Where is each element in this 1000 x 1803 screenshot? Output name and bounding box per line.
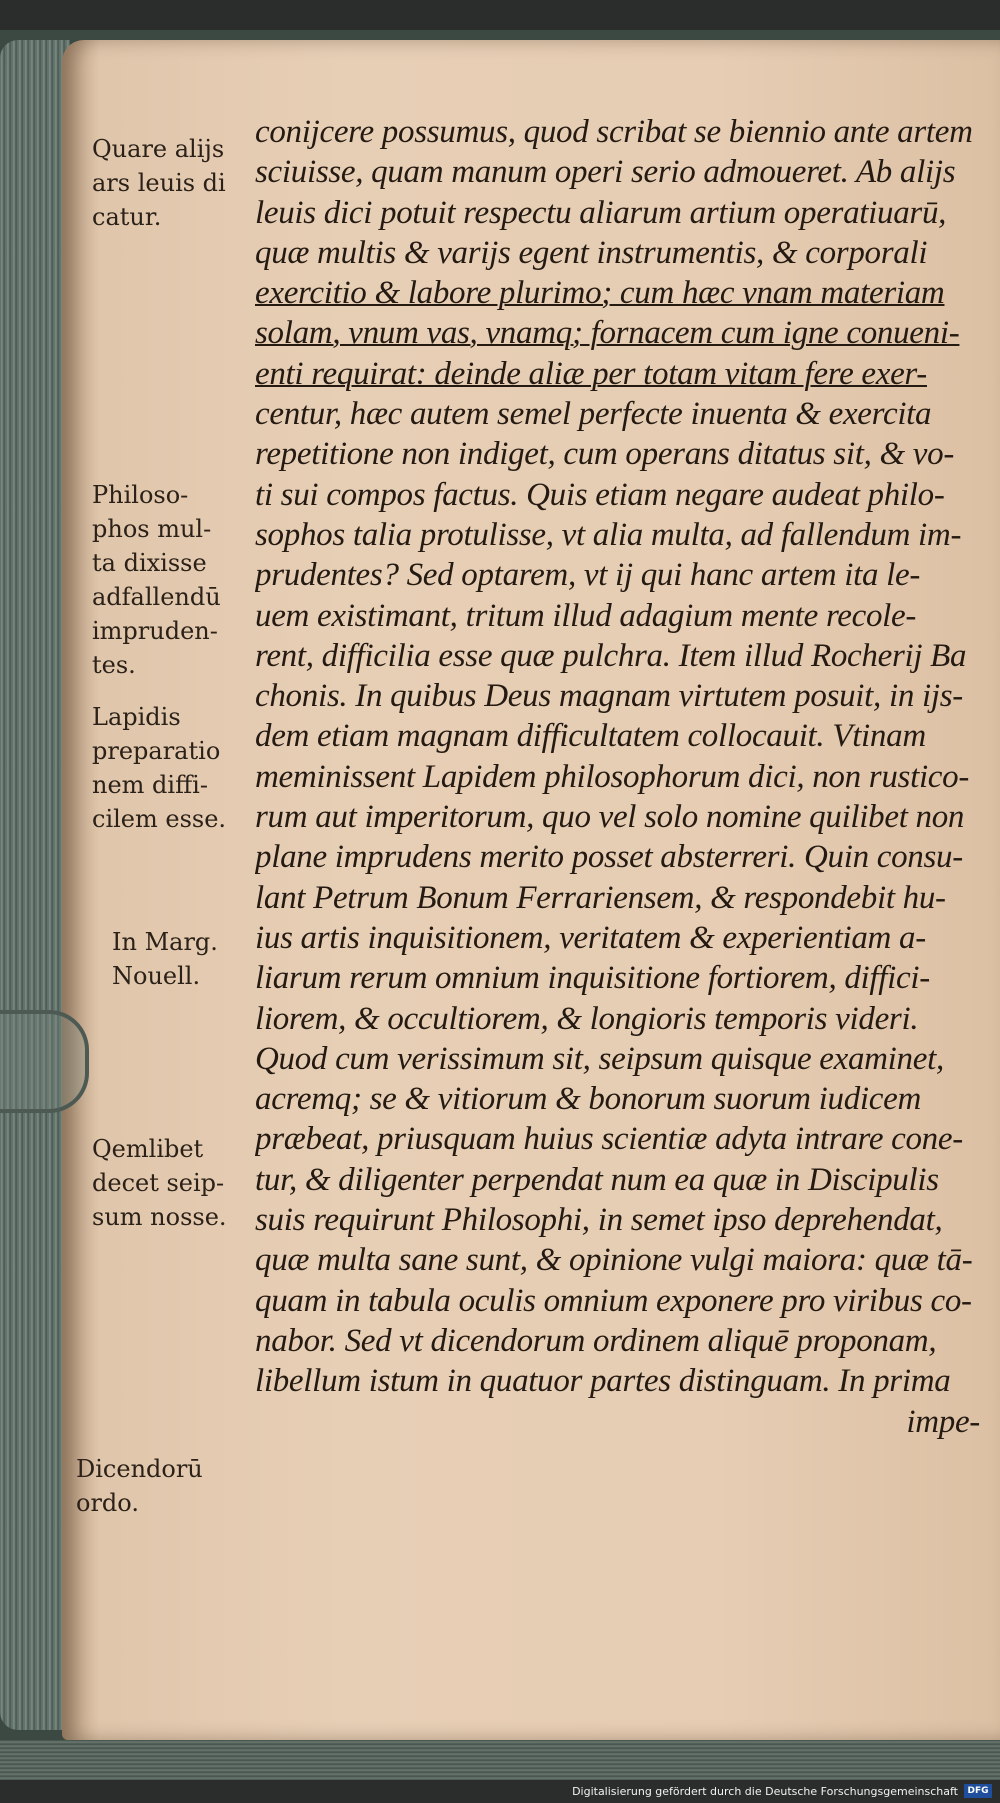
text-line: libellum istum in quatuor partes distinguam. In prima bbox=[255, 1363, 951, 1400]
text-line: meminissent Lapidem philosophorum dici, non rustico- bbox=[255, 758, 970, 795]
text-line: centur, hæc autem semel perfecte inuenta & exercita bbox=[255, 396, 932, 433]
text-line: plane imprudens merito posset absterreri. Quin consu- bbox=[255, 839, 963, 876]
margin-note bbox=[92, 700, 267, 836]
margin-note-line: ordo. bbox=[76, 1489, 139, 1517]
margin-note-line: ars leuis di bbox=[92, 169, 226, 197]
text-line: lant Petrum Bonum Ferrariensem, & respondebit hu- bbox=[255, 879, 946, 916]
margin-note-line: cilem esse. bbox=[92, 805, 227, 833]
margin-note-line: tes. bbox=[92, 651, 136, 679]
page-edges bbox=[0, 40, 70, 1730]
margin-note-line: Lapidis bbox=[92, 703, 181, 731]
margin-note-line: Nouell. bbox=[112, 962, 201, 990]
text-line: Quod cum verissimum sit, seipsum quisque examinet, bbox=[255, 1040, 944, 1077]
text-line: sciuisse, quam manum operi serio admoueret. Ab alijs bbox=[255, 154, 956, 191]
footer-credit: Digitalisierung gefördert durch die Deutsche Forschungsgemeinschaft bbox=[572, 1784, 958, 1798]
text-line: nabor. Sed vt dicendorum ordinem aliquē proponam, bbox=[255, 1322, 937, 1359]
text-line: tur, & diligenter perpendat num ea quæ in Discipulis bbox=[255, 1161, 939, 1198]
text-line: liarum rerum omnium inquisitione fortiorem, diffici- bbox=[255, 960, 930, 997]
margin-note-line: phos mul- bbox=[92, 515, 212, 543]
text-line: rum aut imperitorum, quo vel solo nomine quilibet non bbox=[255, 799, 965, 836]
text-line-underlined: enti requirat: deinde aliæ per totam vitam fere exer- bbox=[255, 355, 927, 392]
margin-note-line: In Marg. bbox=[112, 928, 218, 956]
text-line: leuis dici potuit respectu aliarum artium operatiuarū, bbox=[255, 194, 947, 231]
margin-note-line: nem diffi- bbox=[92, 771, 208, 799]
margin-note-line: catur. bbox=[92, 203, 162, 231]
margin-note-line: decet seip- bbox=[92, 1169, 225, 1197]
margin-note-line: Qemlibet bbox=[92, 1135, 204, 1163]
text-line: ti sui compos factus. Quis etiam negare audeat philo- bbox=[255, 476, 945, 513]
margin-note-line: Quare alijs bbox=[92, 135, 225, 163]
book-bottom-edge bbox=[0, 1740, 1000, 1780]
body-text bbox=[255, 112, 980, 1442]
text-line-underlined: exercitio & labore plurimo; cum hæc vnam materiam bbox=[255, 275, 945, 312]
catchword: impe- bbox=[906, 1403, 980, 1440]
margin-note bbox=[92, 132, 267, 234]
text-line: sophos talia protulisse, vt alia multa, ad fallendum im- bbox=[255, 516, 962, 553]
dfg-logo-icon: DFG bbox=[964, 1784, 992, 1798]
text-line: liorem, & occultiorem, & longioris temporis videri. bbox=[255, 1000, 919, 1037]
margin-note-line: adfallendū bbox=[92, 583, 221, 611]
margin-note-line: ta dixisse bbox=[92, 549, 207, 577]
text-line: quam in tabula oculis omnium exponere pro viribus co- bbox=[255, 1282, 972, 1319]
text-line: præbeat, priusquam huius scientiæ adyta intrare cone- bbox=[255, 1121, 963, 1158]
text-line: chonis. In quibus Deus magnam virtutem posuit, in ijs- bbox=[255, 678, 963, 715]
text-line: quæ multa sane sunt, & opinione vulgi maiora: quæ tā- bbox=[255, 1242, 973, 1279]
bookmark-ribbon bbox=[0, 1010, 89, 1113]
margin-note bbox=[76, 1452, 251, 1520]
text-line: dem etiam magnam difficultatem collocauit. Vtinam bbox=[255, 718, 926, 755]
text-line: acremq; se & vitiorum & bonorum suorum iudicem bbox=[255, 1081, 921, 1118]
text-line: repetitione non indiget, cum operans ditatus sit, & vo- bbox=[255, 436, 955, 473]
digitization-footer bbox=[572, 1782, 992, 1800]
text-line: ius artis inquisitionem, veritatem & experientiam a- bbox=[255, 919, 926, 956]
text-line: prudentes? Sed optarem, vt ij qui hanc artem ita le- bbox=[255, 557, 921, 594]
margin-note bbox=[92, 1132, 267, 1234]
text-line: conijcere possumus, quod scribat se biennio ante artem bbox=[255, 114, 973, 150]
margin-note-line: Dicendorū bbox=[76, 1455, 203, 1483]
text-line: rent, difficilia esse quæ pulchra. Item illud Rocherij Ba bbox=[255, 637, 967, 674]
margin-note-line: sum nosse. bbox=[92, 1203, 227, 1231]
text-line: uem existimant, tritum illud adagium mente recole- bbox=[255, 597, 917, 634]
text-line-underlined: solam, vnum vas, vnamq; fornacem cum igne conueni- bbox=[255, 315, 960, 352]
text-line: suis requirunt Philosophi, in semet ipso deprehendat, bbox=[255, 1202, 943, 1239]
margin-note-line: preparatio bbox=[92, 737, 221, 765]
margin-note bbox=[92, 478, 267, 682]
text-line: quæ multis & varijs egent instrumentis, & corporali bbox=[255, 234, 928, 271]
margin-note-line: Philoso- bbox=[92, 481, 189, 509]
margin-note-line: impruden- bbox=[92, 617, 218, 645]
